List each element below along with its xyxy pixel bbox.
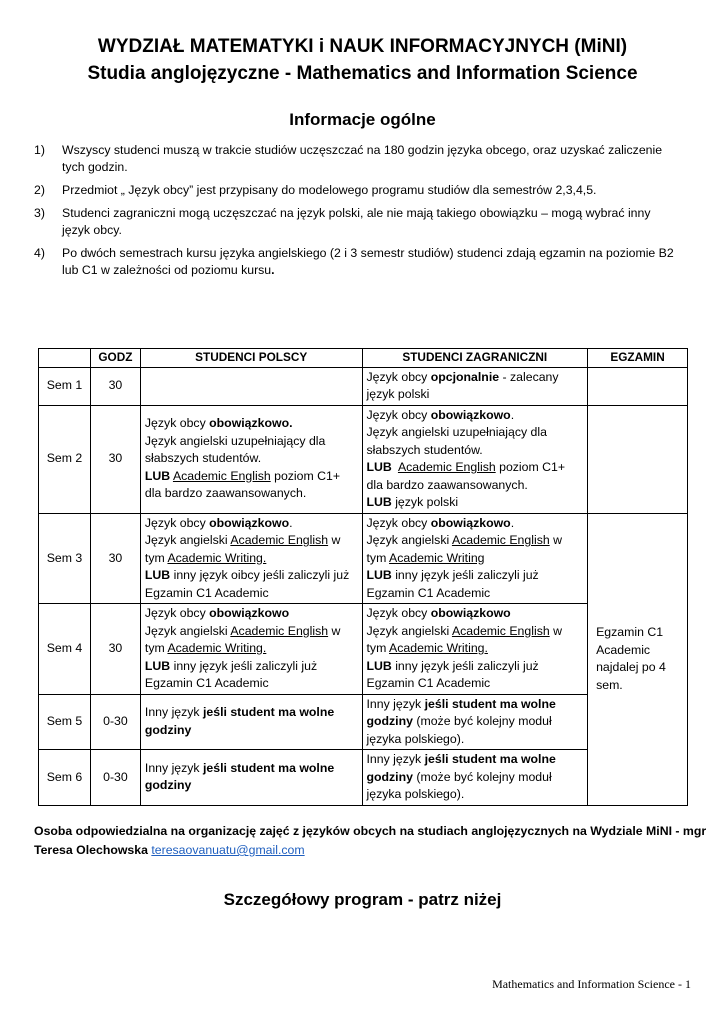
sem-cell: Sem 6 (39, 750, 91, 806)
sem-cell: Sem 3 (39, 513, 91, 604)
header-godz: GODZ (90, 349, 140, 368)
hours-cell: 0-30 (90, 694, 140, 750)
header-foreign: STUDENCI ZAGRANICZNI (362, 349, 588, 368)
hours-cell: 30 (90, 405, 140, 513)
sem-cell: Sem 5 (39, 694, 91, 750)
item-text: Po dwóch semestrach kursu języka angielskiego (2 i 3 semestr studiów) studenci zdają egzamin na poziomie B2 lub C1 w zależności od poziomu kursu (62, 246, 674, 277)
foreign-cell: Język obcy obowiązkowo Język angielski Academic English w tym Academic Writing. LUB inny język jeśli zaliczyli już Egzamin C1 Academic (362, 604, 588, 695)
hours-cell: 30 (90, 367, 140, 405)
foreign-cell: Język obcy opcjonalnie - zalecany język polski (362, 367, 588, 405)
item-number: 3) (34, 206, 45, 220)
page-title: WYDZIAŁ MATEMATYKI i NAUK INFORMACYJNYCH (MiNI) (97, 36, 628, 57)
list-item (34, 245, 674, 279)
table-row (39, 367, 688, 405)
sem-cell: Sem 1 (39, 367, 91, 405)
exam-cell: Egzamin C1 Academic najdalej po 4 sem. (588, 513, 688, 805)
page-subtitle: Studia anglojęzyczne - Mathematics and Information Science (87, 63, 638, 84)
item-text: Przedmiot „ Język obcy” jest przypisany do modelowego programu studiów dla semestrów 2,3,4,5. (62, 183, 597, 197)
item-text: Studenci zagraniczni mogą uczęszczać na język polski, ale nie mają takiego obowiązku – mogą wybrać inny język obcy. (62, 206, 651, 237)
polish-cell (140, 367, 362, 405)
foreign-cell: Inny język jeśli student ma wolne godziny (może być kolejny moduł języka polskiego). (362, 694, 588, 750)
responsible-person (34, 822, 714, 860)
header-polish: STUDENCI POLSCY (140, 349, 362, 368)
table-row (39, 405, 688, 513)
sem-cell: Sem 2 (39, 405, 91, 513)
polish-cell: Inny język jeśli student ma wolne godziny (140, 694, 362, 750)
item-number: 4) (34, 246, 45, 260)
polish-cell: Inny język jeśli student ma wolne godziny (140, 750, 362, 806)
hours-cell: 30 (90, 604, 140, 695)
polish-cell: Język obcy obowiązkowo Język angielski Academic English w tym Academic Writing. LUB inny język jeśli zaliczyli już Egzamin C1 Academic (140, 604, 362, 695)
item-number: 2) (34, 183, 45, 197)
table-header-row (39, 349, 688, 368)
program-table (38, 348, 688, 806)
list-item (34, 142, 674, 176)
page-footer: Mathematics and Information Science - 1 (492, 977, 691, 991)
item-text: Wszyscy studenci muszą w trakcie studiów uczęszczać na 180 godzin języka obcego, oraz uzyskać zaliczenie tych godzin. (62, 143, 663, 174)
exam-cell-empty (588, 367, 688, 405)
foreign-cell: Język obcy obowiązkowo. Język angielski uzupełniający dla słabszych studentów. LUB Academic English poziom C1+ dla bardzo zaawansowanych. LUB język polski (362, 405, 588, 513)
foreign-cell: Język obcy obowiązkowo. Język angielski Academic English w tym Academic Writing LUB inny język jeśli zaliczyli już Egzamin C1 Academic (362, 513, 588, 604)
item-number: 1) (34, 143, 45, 157)
general-info-heading: Informacje ogólne (289, 110, 436, 129)
polish-cell: Język obcy obowiązkowo. Język angielski uzupełniający dla słabszych studentów. LUB Academic English poziom C1+ dla bardzo zaawansowanych. (140, 405, 362, 513)
email-link[interactable]: teresaovanuatu@gmail.com (151, 843, 305, 857)
hours-cell: 0-30 (90, 750, 140, 806)
general-info-list (34, 142, 674, 285)
exam-cell-empty (588, 405, 688, 513)
detail-heading: Szczegółowy program - patrz niżej (223, 890, 502, 909)
foreign-cell: Inny język jeśli student ma wolne godziny (może być kolejny moduł języka polskiego). (362, 750, 588, 806)
list-item (34, 182, 674, 199)
responsible-text: Osoba odpowiedzialna na organizację zajęć z języków obcych na studiach anglojęzycznych na Wydziale MiNI - mgr Teresa Olechowska (34, 824, 707, 857)
hours-cell: 30 (90, 513, 140, 604)
sem-cell: Sem 4 (39, 604, 91, 695)
item-text-end: . (271, 263, 275, 277)
list-item (34, 205, 674, 239)
table-row (39, 513, 688, 604)
header-exam: EGZAMIN (588, 349, 688, 368)
header-sem (39, 349, 91, 368)
polish-cell: Język obcy obowiązkowo. Język angielski Academic English w tym Academic Writing. LUB inny język oibcy jeśli zaliczyli już Egzamin C1 Academic (140, 513, 362, 604)
